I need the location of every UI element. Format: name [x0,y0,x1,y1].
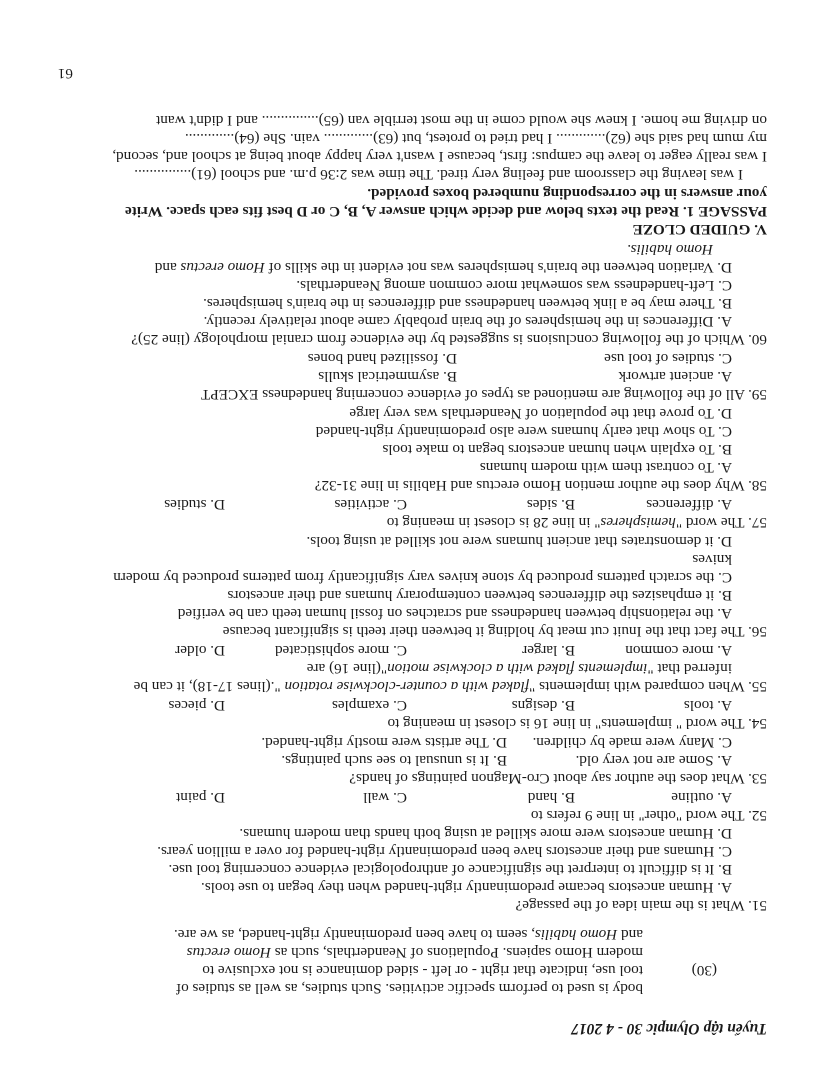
q60-option-a: A. Differences in the hemispheres of the brain probably came about relatively recently. [203,313,732,330]
q60-option-b: B. There may be a link between handedness and differences in the brain's hemispheres. [203,295,732,312]
question-55-cont: inferred that "implements flaked with a clockwise motion"(line 16) are [306,660,732,677]
q57-option-b: B. sides [526,496,575,513]
q57-option-a: A. differences [646,496,732,513]
q54-option-a: A. tools [683,697,732,714]
passage-line-1: body is used to perform specific activities. Such studies, as well as studies of [176,980,643,997]
passage-line-3: modern Homo sapiens. Populations of Neanderthals, such as Homo erectus [186,944,643,961]
q51-option-a: A. Human ancestors became predominantly right-handed when they began to use tools. [201,879,732,896]
q60-option-c: C. Left-handedness was somewhat more common among Neanderthals. [296,277,732,294]
q56-option-d: D. it demonstrates that ancient humans were not skilled at using tools. [306,533,732,550]
question-52: 52. The word "other" in line 9 refers to [530,807,767,824]
passage-line-2: tool use, indicate that right - or left - sided dominance is not exclusive to [202,962,643,979]
q58-option-c: C. To show that early humans were also predominantly right-handed [315,423,732,440]
q60-option-d: D. Variation between the brain's hemispheres was not evident in the skills of Homo erectus and [154,259,732,276]
q57-option-c: C. activities [334,496,407,513]
q56-option-b: B. it emphasizes the differences between contemporary humans and their ancestors [227,587,732,604]
q55-option-a: A. more common [625,642,732,659]
section-instruction-2: your answers in the corresponding numbered boxes provided. [367,185,767,202]
q51-option-d: D. Human ancestors were more skilled at using both hands than modern humans. [239,825,732,842]
q53-option-d: D. The artists were mostly right-handed. [261,734,507,751]
q52-option-d: D. paint [176,789,225,806]
q52-option-c: C. wall [363,789,407,806]
q56-option-c-cont: knives [692,551,732,568]
q59-option-b: B. asymmetrical skulls [318,368,457,385]
q51-option-b: B. It is difficult to interpret the significance of anthropological evidence concerning tool use. [168,861,732,878]
passage-line-4: and Homo habilis, seem to have been predominantly right-handed, as we are. [173,926,643,943]
question-58: 58. Why does the author mention Homo erectus and Habilis in line 31-32? [314,477,767,494]
book-title: Tuyển tập Olympic 30 - 4 2017 [571,1020,767,1037]
q54-option-d: D. pieces [168,697,225,714]
cloze-line-4: on driving me home. I knew she would come in the most terrible van (65)............... and I didn't want [156,112,767,129]
section-title: V. GUIDED CLOZE [632,221,767,238]
q56-option-a: A. the relationship between handedness and scratches on fossil human teeth can be verified [177,605,732,622]
q55-option-b: B. larger [522,642,575,659]
passage-line-number: (30) [691,962,717,979]
page-number: 61 [57,65,73,82]
q54-option-b: B. designs [511,697,575,714]
q55-option-c: C. more sophisticated [274,642,407,659]
q54-option-c: C. examples [331,697,407,714]
q51-option-c: C. Humans and their ancestors have been predominantly right-handed for over a million years. [157,843,732,860]
question-56: 56. The fact that the Inuit cut meat by holding it between their teeth is significant because [222,623,767,640]
q57-option-d: D. studies [164,496,225,513]
q59-option-d: D. fossilized hand bones [307,350,457,367]
cloze-line-2: I was really eager to leave the campus: first, because I wasn't very happy about being at school and, second, [112,148,767,165]
q56-option-c: C. the scratch patterns produced by stone knives vary significantly from patterns produced by modern [113,569,732,586]
q53-option-b: B. It is unusual to see such paintings. [281,752,507,769]
cloze-line-1: I was leaving the classroom and feeling very tired. The time was 2:36 p.m. and school (61)............... [134,166,743,183]
q52-option-a: A. outline [671,789,732,806]
question-60: 60. Which of the following conclusions is suggested by the evidence from cranial morphology (line 25)? [131,331,767,348]
question-55: 55. When compared with implements "flaked with a counter-clockwise rotation ".(lines 17-18), it can be [133,678,767,695]
q55-option-d: D. older [175,642,225,659]
q59-option-c: C. studies of tool use [604,350,732,367]
section-instruction-1: PASSAGE 1. Read the texts below and decide which answer A, B, C or D best fits each space. Write [125,203,767,220]
question-53: 53. What does the author say about Cro-Magnon paintings of hands? [349,770,767,787]
question-59: 59. All of the following are mentioned as types of evidence concerning handedness EXCEPT [200,386,767,403]
q59-option-a: A. ancient artwork [618,368,732,385]
q58-option-a: A. To contrast them with modern humans [479,459,732,476]
cloze-line-3: my mum had said she (62)............. I had tried to protest, but (63)............. vain. She (64)............. [184,130,767,147]
q53-option-c: C. Many were made by children. [532,734,732,751]
q52-option-b: B. hand [527,789,575,806]
q53-option-a: A. Some are not very old. [575,752,732,769]
q58-option-b: B. To explain when human ancestors began to make tools [382,441,732,458]
question-51: 51. What is the main idea of the passage? [515,897,767,914]
question-57: 57. The word "hemispheres" in line 28 is closest in meaning to [386,514,767,531]
q60-option-d-cont: Homo habilis. [626,241,713,258]
question-54: 54. The word " implements" in line 16 is closest in meaning to [387,715,767,732]
q58-option-d: D. To prove that the population of Neanderthals was very large [349,405,732,422]
